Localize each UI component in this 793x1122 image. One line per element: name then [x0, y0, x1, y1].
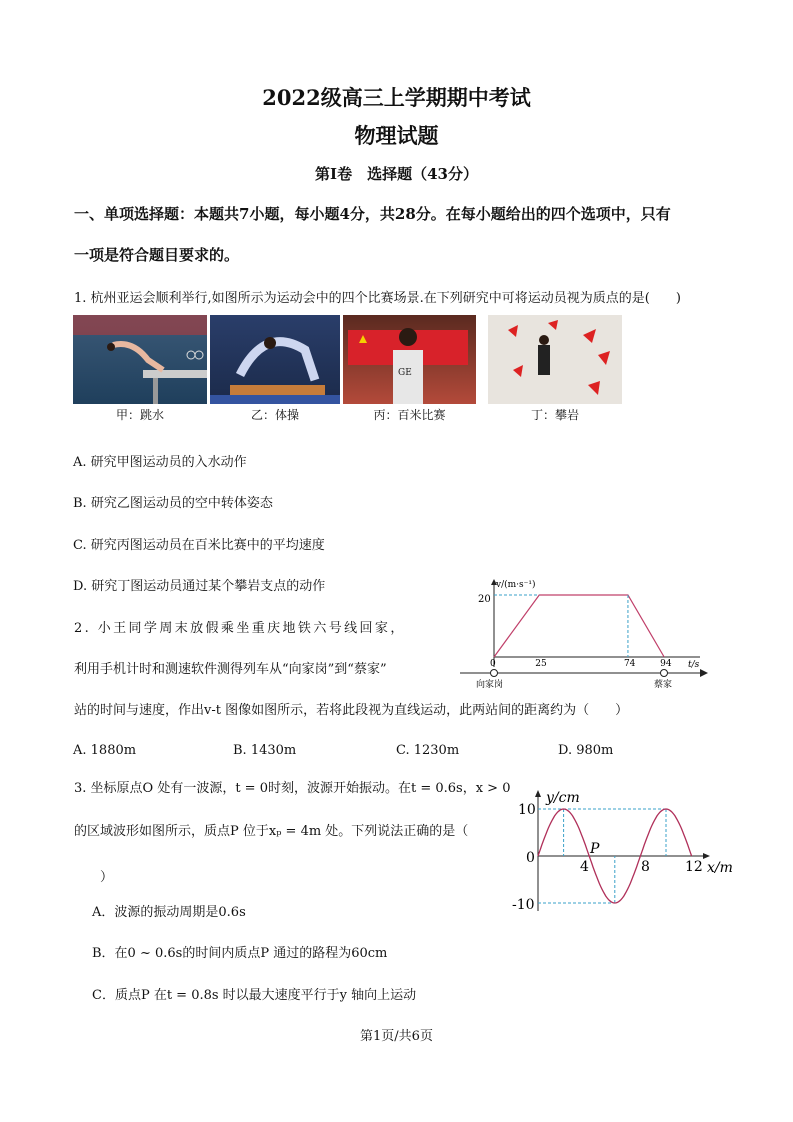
page-footer: 第1页/共6页: [360, 1029, 433, 1044]
q2-option-b[interactable]: B. 1430m: [233, 743, 297, 758]
q3-option-a[interactable]: A．波源的振动周期是0.6s: [92, 905, 246, 920]
vt-xtick-label: 0: [490, 659, 496, 669]
vt-xtick-label: 74: [623, 659, 636, 669]
vt-series-line: [494, 595, 664, 657]
q2-option-a[interactable]: A. 1880m: [73, 743, 137, 758]
svg-text:GE: GE: [398, 368, 412, 378]
q3-stem-line1: 3. 坐标原点O 处有一波源，t = 0时刻，波源开始振动。在t = 0.6s，x > 0: [74, 781, 511, 796]
q2-stem-line1: 2. 小王同学周末放假乘坐重庆地铁六号线回家，: [74, 621, 406, 636]
q1-option-c[interactable]: C. 研究丙图运动员在百米比赛中的平均速度: [73, 538, 325, 553]
vt-xlabel: t/s: [688, 660, 700, 670]
wave-xtick-8: 8: [641, 859, 650, 875]
q1-stem: 1. 杭州亚运会顺利举行,如图所示为运动会中的四个比赛场景.在下列研究中可将运动员视为质点的是( ): [74, 291, 681, 306]
station-end-marker: [661, 670, 668, 677]
q3-option-b[interactable]: B．在0 ~ 0.6s的时间内质点P 通过的路程为60cm: [92, 946, 388, 961]
climbing-scene-icon: [488, 315, 622, 404]
gymnastics-scene-icon: [210, 315, 340, 404]
wave-y-arrow: [535, 790, 541, 797]
wave-x-arrow: [703, 853, 710, 859]
q2-stem-line3: 站的时间与速度，作出v-t 图像如图所示，若将此段视为直线运动，此两站间的距离约为（ ）: [74, 703, 629, 718]
q1-option-a[interactable]: A. 研究甲图运动员的入水动作: [73, 455, 247, 470]
sprint-photo: [343, 315, 476, 404]
q1-option-d[interactable]: D. 研究丁图运动员通过某个攀岩支点的动作: [73, 579, 326, 594]
q2-option-d[interactable]: D. 980m: [558, 743, 614, 758]
exam-title: 2022级高三上学期期中考试: [262, 85, 531, 110]
vt-ytick-20: 20: [478, 594, 491, 605]
part-title: 第Ⅰ卷 选择题（43分）: [315, 165, 478, 183]
wave-ytick-10: 10: [518, 802, 536, 818]
vt-ylabel: v/(m·s⁻¹): [496, 580, 536, 590]
vt-xtick-label: 94: [660, 659, 672, 669]
photo-caption-climbing: 丁：攀岩: [530, 408, 579, 422]
q3-stem-line2: 的区域波形如图所示，质点P 位于xₚ = 4m 处。下列说法正确的是（: [74, 824, 469, 839]
q2-option-c[interactable]: C. 1230m: [396, 743, 460, 758]
diving-photo: [73, 315, 207, 404]
subject-title: 物理试题: [354, 123, 439, 148]
photo-caption-diving: 甲：跳水: [115, 408, 164, 422]
wave-ytick-neg10: -10: [512, 897, 535, 913]
wave-xlabel: x/m: [707, 860, 733, 876]
wave-ylabel: y/cm: [546, 790, 580, 806]
climbing-photo: [488, 315, 622, 404]
station-start-marker: [491, 670, 498, 677]
vt-xticks: [490, 659, 672, 669]
vt-chart: [450, 575, 720, 690]
q1-option-b[interactable]: B. 研究乙图运动员的空中转体姿态: [73, 496, 273, 511]
wave-xtick-4: 4: [580, 859, 589, 875]
photo-caption-sprint: 丙：百米比赛: [373, 408, 446, 422]
station-start-label: 向家岗: [476, 680, 504, 690]
wave-chart: [500, 783, 740, 918]
q2-stem-line2: 利用手机计时和测速软件测得列车从“向家岗”到“蔡家”: [74, 662, 387, 677]
wave-ytick-0: 0: [526, 850, 535, 866]
gymnastics-photo: [210, 315, 340, 404]
vt-xtick-label: 25: [535, 659, 547, 669]
station-end-label: 蔡家: [654, 680, 673, 690]
q3-stem-line3: ）: [100, 870, 114, 885]
section-instruction-line2: 一项是符合题目要求的。: [74, 246, 240, 264]
wave-xtick-12: 12: [685, 859, 703, 875]
q3-option-c[interactable]: C．质点P 在t = 0.8s 时以最大速度平行于y 轴向上运动: [92, 988, 417, 1003]
diving-scene-icon: [73, 315, 207, 404]
vt-track-arrow: [700, 669, 708, 677]
photo-caption-gymnastics: 乙：体操: [250, 408, 299, 422]
section-instruction-line1: 一、单项选择题：本题共7小题，每小题4分，共28分。在每小题给出的四个选项中，只有: [74, 205, 671, 223]
point-p-label: P: [590, 841, 600, 857]
sprint-scene-icon: [343, 315, 476, 404]
